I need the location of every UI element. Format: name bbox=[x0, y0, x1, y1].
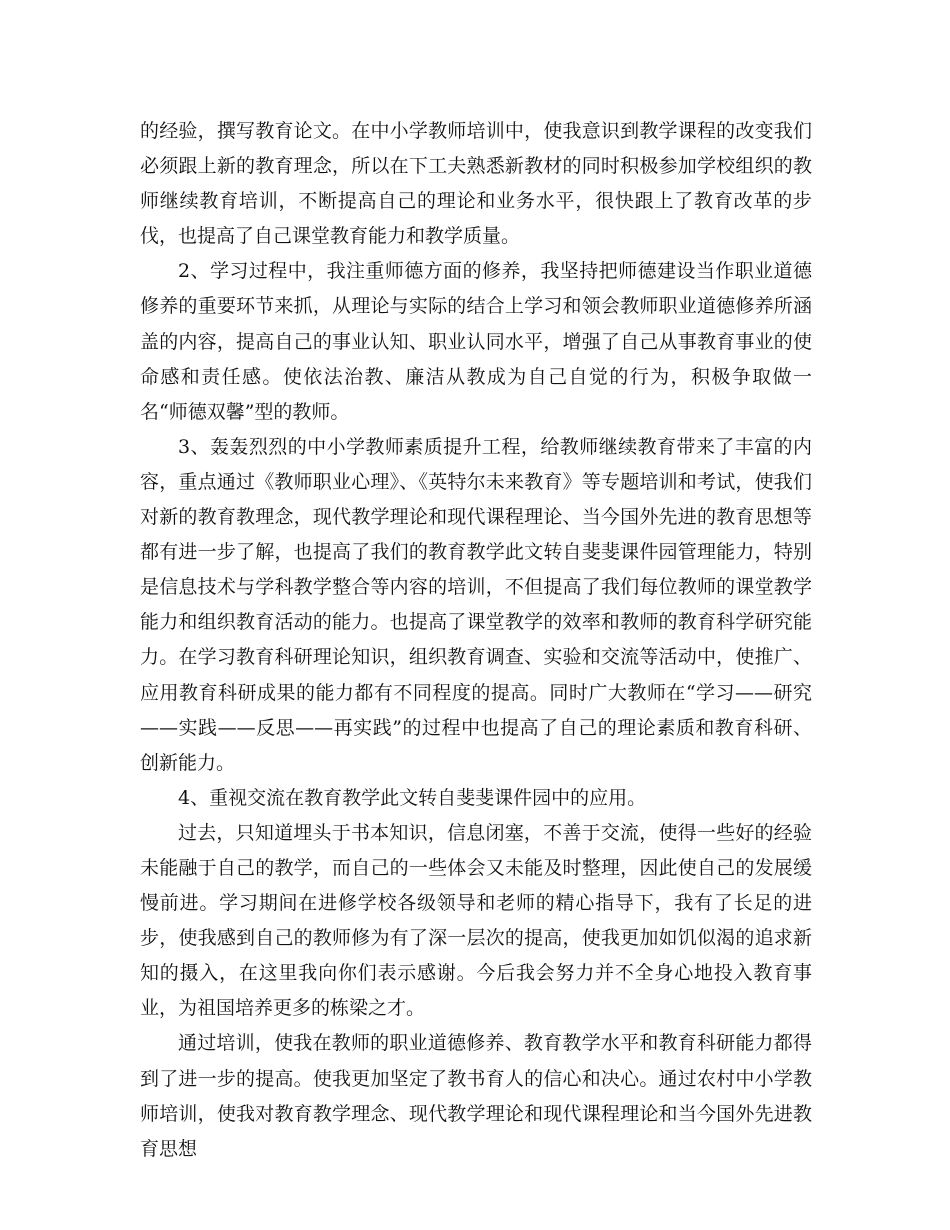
paragraph-conclusion: 通过培训，使我在教师的职业道德修养、教育教学水平和教育科研能力都得到了进一步的提高。使我更加坚定了教书育人的信心和决心。通过农村中小学教师培训，使我对教育教学理念、现代教学理论和现代课程理论和当今国外先进教育思想 bbox=[140, 1032, 812, 1160]
paragraph-item-3: 3、轰轰烈烈的中小学教师素质提升工程，给教师继续教育带来了丰富的内容，重点通过《教师职业心理》、《英特尔未来教育》等专题培训和考试，使我们对新的教育教理念，现代教学理论和现代课程理论、当今国外先进的教育思想等都有进一步了解，也提高了我们的教育教学此文转自斐斐课件园管理能力，特别是信息技术与学科教学整合等内容的培训，不但提高了我们每位教师的课堂教学能力和组织教育活动的能力。也提高了课堂教学的效率和教师的教育科学研究能力。在学习教育科研理论知识，组织教育调查、实验和交流等活动中，使推广、应用教育科研成果的能力都有不同程度的提高。同时广大教师在“学习——研究——实践——反思——再实践”的过程中也提高了自己的理论素质和教育科研、创新能力。 bbox=[140, 435, 812, 774]
paragraph-continuation: 的经验，撰写教育论文。在中小学教师培训中，使我意识到教学课程的改变我们必须跟上新的教育理念，所以在下工夫熟悉新教材的同时积极参加学校组织的教师继续教育培训，不断提高自己的理论和业务水平，很快跟上了教育改革的步伐，也提高了自己课堂教育能力和教学质量。 bbox=[140, 120, 812, 248]
paragraph-item-4: 4、重视交流在教育教学此文转自斐斐课件园中的应用。 bbox=[178, 786, 647, 809]
document-body bbox=[140, 114, 812, 1167]
paragraph-item-2: 2、学习过程中，我注重师德方面的修养，我坚持把师德建设当作职业道德修养的重要环节来抓，从理论与实际的结合上学习和领会教师职业道德修养所涵盖的内容，提高自己的事业认知、职业认同水平，增强了自己从事教育事业的使命感和责任感。使依法治教、廉洁从教成为自己自觉的行为，积极争取做一名“师德双馨”型的教师。 bbox=[140, 260, 812, 423]
paragraph-past-reflection: 过去，只知道埋头于书本知识，信息闭塞，不善于交流，使得一些好的经验未能融于自己的教学，而自己的一些体会又未能及时整理，因此使自己的发展缓慢前进。学习期间在进修学校各级领导和老师的精心指导下，我有了长足的进步，使我感到自己的教师修为有了深一层次的提高，使我更加如饥似渴的追求新知的摄入，在这里我向你们表示感谢。今后我会努力并不全身心地投入教育事业，为祖国培养更多的栋梁之才。 bbox=[140, 821, 812, 1020]
